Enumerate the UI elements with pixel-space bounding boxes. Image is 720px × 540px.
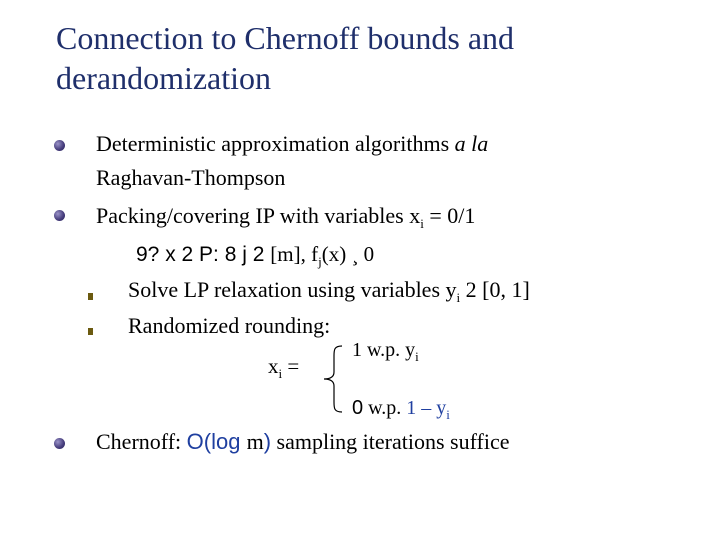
sub-bullet-icon: [88, 293, 93, 300]
sub-bullet-1-text: Solve LP relaxation using variables y: [128, 277, 457, 302]
bullet-1-line-1: [96, 130, 488, 158]
brace-icon: [320, 344, 344, 414]
slide-title: Connection to Chernoff bounds and derandomization: [56, 20, 515, 96]
rounding-variable: x: [268, 354, 279, 378]
subscript: i: [446, 407, 450, 422]
case-2-wp: w.p.: [363, 397, 407, 419]
subscript: i: [420, 216, 424, 231]
sub-bullet-1-text-end: 2 [0, 1]: [460, 277, 530, 302]
bullet-2-line: [96, 202, 475, 238]
big-o-variable: m: [246, 429, 264, 454]
formula-line: [136, 240, 374, 276]
formula-quantifiers: 9? x 2 P: 8 j 2: [136, 243, 271, 266]
case-2-expression: 1 – y: [406, 397, 447, 419]
bullet-icon: [54, 438, 65, 449]
rounding-case-2: [352, 394, 450, 429]
bullet-1-line-2: Raghavan-Thompson: [96, 165, 286, 190]
rounding-case-1: [352, 336, 419, 371]
bullet-3-text-end: sampling iterations suffice: [271, 429, 510, 454]
subscript: i: [415, 349, 419, 364]
bullet-3-text: Chernoff:: [96, 429, 187, 454]
case-2-zero: 0: [352, 397, 364, 419]
rounding-lhs: [268, 352, 299, 388]
bullet-icon: [54, 140, 65, 151]
bullet-icon: [54, 210, 65, 221]
sub-bullet-1-line: [128, 276, 530, 312]
bullet-1-text: Deterministic approximation algorithms: [96, 131, 455, 156]
case-1-text: 1 w.p. y: [352, 339, 416, 361]
big-o-expression: O(log: [186, 429, 247, 454]
sub-bullet-icon: [88, 328, 93, 335]
bullet-1-italic-text: a la: [454, 131, 489, 156]
formula-condition: (x) ¸ 0: [321, 242, 375, 266]
big-o-close: ): [263, 429, 272, 454]
rounding-equals: =: [282, 354, 300, 378]
subscript: j: [318, 254, 322, 269]
bullet-2-text: Packing/covering IP with variables x: [96, 203, 421, 228]
formula-range: [m], f: [270, 242, 319, 266]
bullet-3-line: [96, 428, 510, 456]
sub-bullet-2-line: Randomized rounding:: [128, 313, 331, 338]
subscript: i: [278, 366, 283, 381]
bullet-2-text-end: = 0/1: [423, 203, 476, 228]
subscript: i: [456, 290, 461, 305]
